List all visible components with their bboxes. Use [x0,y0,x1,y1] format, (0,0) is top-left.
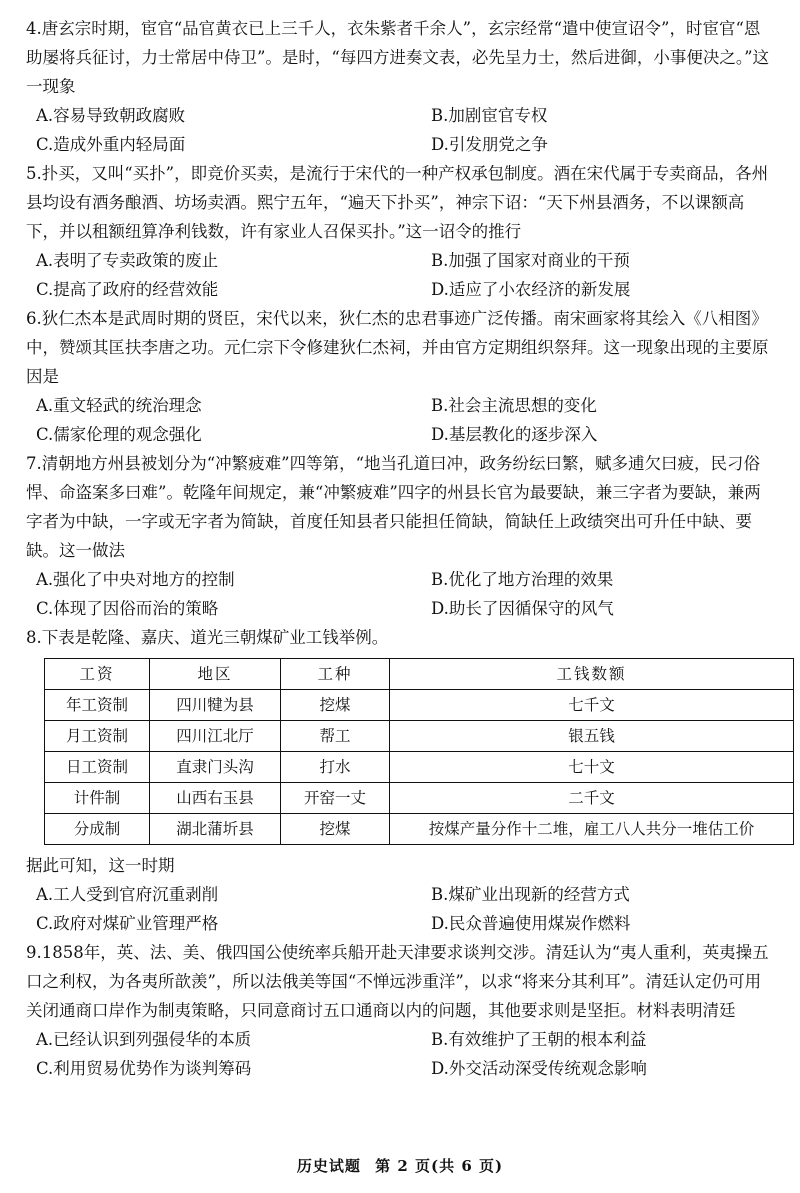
option-a[interactable]: A.强化了中央对地方的控制 [36,570,235,589]
options [26,391,774,449]
question-stem: 6.狄仁杰本是武周时期的贤臣，宋代以来，狄仁杰的忠君事迹广泛传播。南宋画家将其绘入《八相图》中，赞颂其匡扶李唐之功。元仁宗下令修建狄仁杰祠，并由官方定期组织祭拜。这一现象出现的主要原因是 [26,309,769,386]
header-region: 地区 [150,659,281,690]
option-a[interactable]: A.已经认识到列强侵华的本质 [36,1030,252,1049]
option-b[interactable]: B.优化了地方治理的效果 [431,570,614,589]
option-d[interactable]: D.民众普遍使用煤炭作燃料 [431,914,631,933]
cell-amount: 二千文 [390,783,794,814]
table-row [45,721,794,752]
cell-job: 开窑一丈 [281,783,390,814]
option-b[interactable]: B.社会主流思想的变化 [431,396,597,415]
cell-region: 直隶门头沟 [150,752,281,783]
option-b[interactable]: B.加剧宦官专权 [431,106,548,125]
option-d[interactable]: D.适应了小农经济的新发展 [431,280,631,299]
cell-wage: 分成制 [45,814,150,845]
question-stem: 4.唐玄宗时期，宦官“品官黄衣已上三千人，衣朱紫者千余人”，玄宗经常“遣中使宣诏令”，时宦官“恩助屡将兵征讨，力士常居中侍卫”。是时，“每四方进奏文表，必先呈力士，然后进御，小事便决之。”这一现象 [26,19,770,96]
cell-job: 帮工 [281,721,390,752]
page-footer [0,1152,800,1181]
cell-region: 四川犍为县 [150,690,281,721]
option-a[interactable]: A.重文轻武的统治理念 [36,396,202,415]
cell-amount: 银五钱 [390,721,794,752]
header-wage: 工资 [45,659,150,690]
question-lead: 据此可知，这一时期 [26,856,175,875]
option-d[interactable]: D.引发朋党之争 [431,135,548,154]
question-stem: 7.清朝地方州县被划分为“冲繁疲难”四等第，“地当孔道曰冲，政务纷纭曰繁，赋多逋欠曰疲，民刁俗悍、命盗案多曰难”。乾隆年间规定，兼“冲繁疲难”四字的州县长官为最要缺，兼三字者为要缺，兼两字者为中缺，一字或无字者为简缺，首度任知县者只能担任简缺，简缺任上政绩突出可升任中缺、要缺。这一做法 [26,454,761,560]
table-row [45,752,794,783]
option-d[interactable]: D.助长了因循保守的风气 [431,599,614,618]
cell-job: 挖煤 [281,814,390,845]
cell-wage: 日工资制 [45,752,150,783]
options [26,880,774,938]
cell-wage: 年工资制 [45,690,150,721]
option-a[interactable]: A.表明了专卖政策的废止 [36,251,219,270]
cell-region: 四川江北厅 [150,721,281,752]
question-7 [26,449,774,623]
option-d[interactable]: D.外交活动深受传统观念影响 [431,1059,647,1078]
cell-region: 山西右玉县 [150,783,281,814]
cell-region: 湖北蒲圻县 [150,814,281,845]
cell-amount: 七十文 [390,752,794,783]
table-row [45,814,794,845]
cell-job: 挖煤 [281,690,390,721]
option-c[interactable]: C.利用贸易优势作为谈判筹码 [36,1059,252,1078]
cell-wage: 计件制 [45,783,150,814]
question-4 [26,14,774,159]
question-9 [26,938,774,1083]
question-stem: 8.下表是乾隆、嘉庆、道光三朝煤矿业工钱举例。 [26,628,389,647]
cell-wage: 月工资制 [45,721,150,752]
table-header-row [45,659,794,690]
options [26,101,774,159]
option-c[interactable]: C.儒家伦理的观念强化 [36,425,202,444]
question-6 [26,304,774,449]
cell-job: 打水 [281,752,390,783]
option-c[interactable]: C.政府对煤矿业管理严格 [36,914,219,933]
cell-amount: 七千文 [390,690,794,721]
options [26,1025,774,1083]
wage-table [44,658,794,845]
question-5 [26,159,774,304]
options [26,565,774,623]
option-c[interactable]: C.体现了因俗而治的策略 [36,599,219,618]
question-stem: 5.扑买，又叫“买扑”，即竞价买卖，是流行于宋代的一种产权承包制度。酒在宋代属于专卖商品，各州县均设有酒务酿酒、坊场卖酒。熙宁五年，“遍天下扑买”，神宗下诏：“天下州县酒务，不以课额高下，并以租额纽算净利钱数，许有家业人召保买扑。”这一诏令的推行 [26,164,769,241]
cell-amount: 按煤产量分作十二堆，雇工八人共分一堆估工价 [390,814,794,845]
footer-subject: 历史试题 [296,1157,361,1175]
question-8 [26,623,774,938]
option-b[interactable]: B.煤矿业出现新的经营方式 [431,885,630,904]
options [26,246,774,304]
footer-page-number: 第 2 页(共 6 页) [375,1157,504,1175]
option-a[interactable]: A.工人受到官府沉重剥削 [36,885,219,904]
header-amount: 工钱数额 [390,659,794,690]
header-job: 工种 [281,659,390,690]
option-c[interactable]: C.造成外重内轻局面 [36,135,186,154]
question-stem: 9.1858年，英、法、美、俄四国公使统率兵船开赴天津要求谈判交涉。清廷认为“夷人重利，英夷操五口之利权，为各夷所歆羡”，所以法俄美等国“不惮远涉重洋”，以求“将来分其利耳”。清廷认定仍可用关闭通商口岸作为制夷策略，只同意商讨五口通商以内的问题，其他要求则是坚拒。材料表明清廷 [26,943,769,1020]
option-c[interactable]: C.提高了政府的经营效能 [36,280,219,299]
table-row [45,690,794,721]
table-row [45,783,794,814]
option-b[interactable]: B.有效维护了王朝的根本利益 [431,1030,647,1049]
option-a[interactable]: A.容易导致朝政腐败 [36,106,186,125]
option-d[interactable]: D.基层教化的逐步深入 [431,425,598,444]
option-b[interactable]: B.加强了国家对商业的干预 [431,251,630,270]
